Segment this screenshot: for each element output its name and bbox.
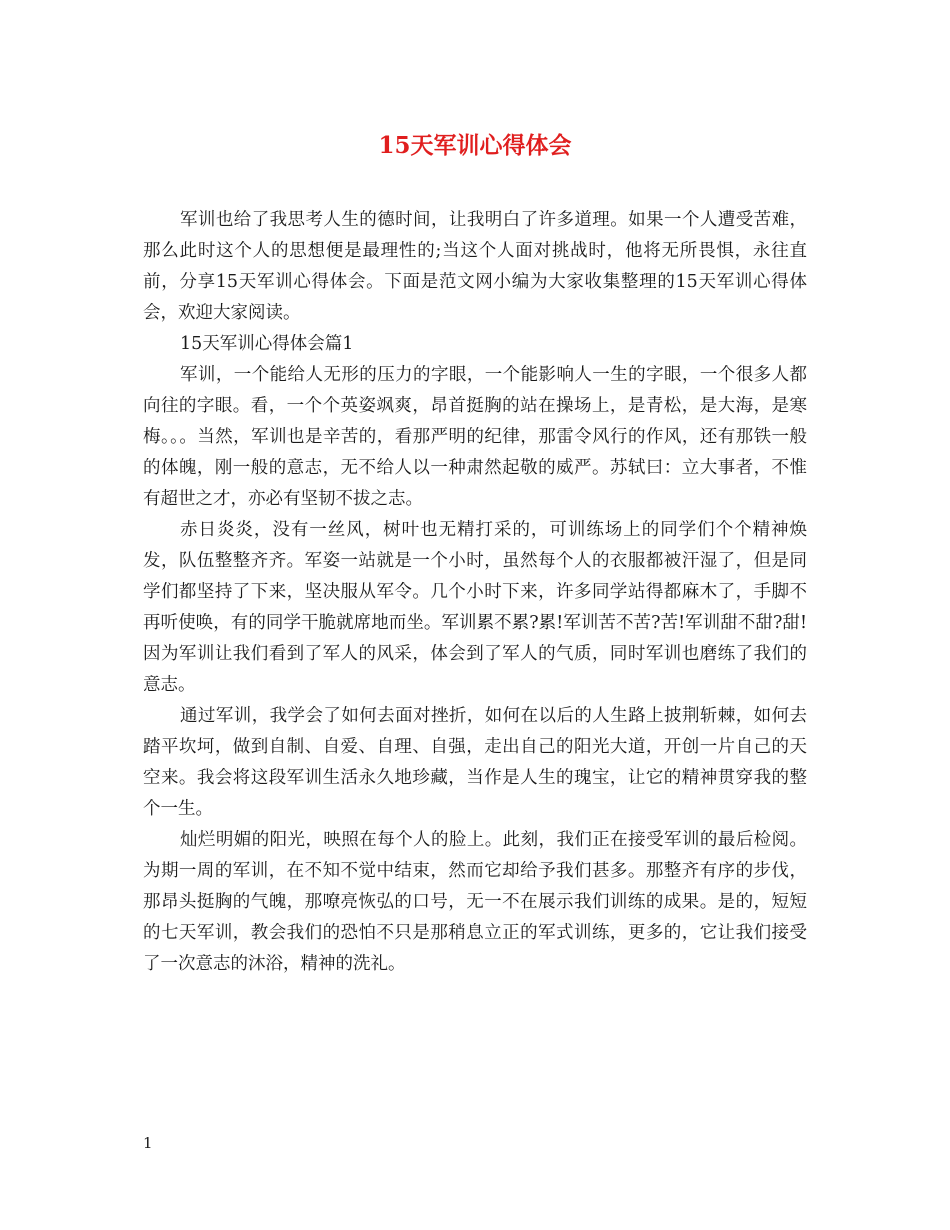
section-heading: 15天军训心得体会篇1 [180, 334, 354, 354]
body-paragraph: 通过军训，我学会了如何去面对挫折，如何在以后的人生路上披荆斩棘，如何去踏平坎坷，做到自制、自爱、自理、自强，走出自己的阳光大道，开创一片自己的天空来。我会将这段军训生活永久地珍藏，当作是人生的瑰宝，让它的精神贯穿我的整个一生。 [143, 706, 807, 819]
page-title: 15天军训心得体会 [378, 132, 572, 159]
page-number: 1 [143, 1134, 153, 1152]
body-paragraph: 赤日炎炎，没有一丝风，树叶也无精打采的，可训练场上的同学们个个精神焕发，队伍整整齐齐。军姿一站就是一个小时，虽然每个人的衣服都被汗湿了，但是同学们都坚持了下来，坚决服从军令。几个小时下来，许多同学站得都麻木了，手脚不再听使唤，有的同学干脆就席地而坐。军训累不累?累!军训苦不苦?苦!军训甜不甜?甜!因为军训让我们看到了军人的风采，体会到了军人的气质，同时军训也磨练了我们的意志。 [143, 520, 807, 695]
intro-paragraph: 军训也给了我思考人生的德时间，让我明白了许多道理。如果一个人遭受苦难，那么此时这个人的思想便是最理性的;当这个人面对挑战时，他将无所畏惧，永往直前，分享15天军训心得体会。下面是范文网小编为大家收集整理的15天军训心得体会，欢迎大家阅读。 [143, 210, 807, 323]
document-body [143, 205, 807, 980]
body-paragraph: 灿烂明媚的阳光，映照在每个人的脸上。此刻，我们正在接受军训的最后检阅。为期一周的军训，在不知不觉中结束，然而它却给予我们甚多。那整齐有序的步伐，那昂头挺胸的气魄，那嘹亮恢弘的口号，无一不在展示我们训练的成果。是的，短短的七天军训，教会我们的恐怕不只是那稍息立正的军式训练，更多的，它让我们接受了一次意志的沐浴，精神的洗礼。 [143, 830, 807, 974]
body-paragraph: 军训，一个能给人无形的压力的字眼，一个能影响人一生的字眼，一个很多人都向往的字眼。看，一个个英姿飒爽，昂首挺胸的站在操场上，是青松，是大海，是寒梅。。。当然，军训也是辛苦的，看那严明的纪律，那雷令风行的作风，还有那铁一般的体魄，刚一般的意志，无不给人以一种肃然起敬的威严。苏轼曰：立大事者，不惟有超世之才，亦必有坚韧不拔之志。 [143, 365, 807, 509]
